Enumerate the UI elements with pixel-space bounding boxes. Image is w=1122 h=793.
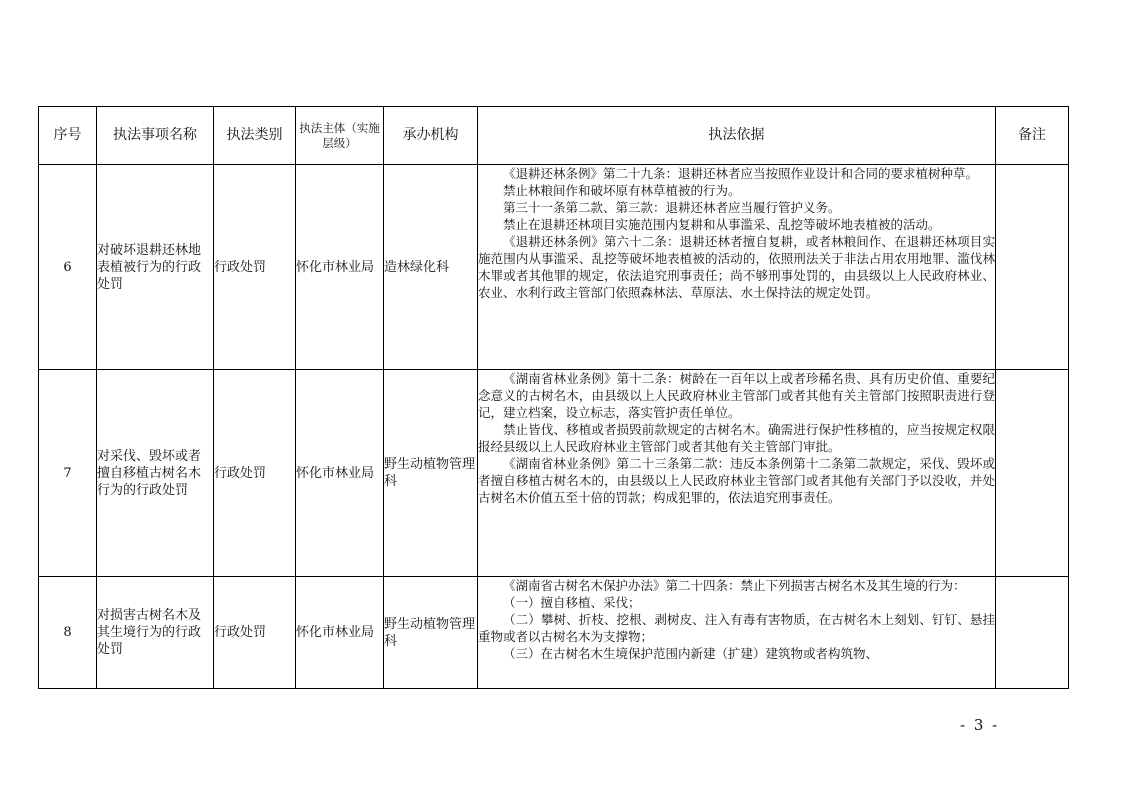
row-remark [996,165,1069,370]
basis-paragraph: 禁止皆伐、移植或者损毁前款规定的古树名木。确需进行保护性移植的，应当按规定权限报经县级以上人民政府林业主管部门或者其他有关主管部门审批。 [478,422,995,454]
row-item-name: 对破坏退耕还林地表植被行为的行政处罚 [97,165,214,370]
row-subject: 怀化市林业局 [296,370,384,577]
header-subject: 执法主体（实施层级） [296,107,384,165]
row-remark [996,577,1069,689]
row-category: 行政处罚 [214,370,296,577]
header-name: 执法事项名称 [97,107,214,165]
header-seq: 序号 [39,107,97,165]
basis-paragraph: 《退耕还林条例》第六十二条：退耕还林者擅自复耕，或者林粮间作、在退耕还林项目实施范围内从事滥采、乱挖等破坏地表植被的活动的，依照刑法关于非法占用农用地罪、滥伐林木罪或者其他罪的规定，依法追究刑事责任；尚不够刑事处罚的，由县级以上人民政府林业、农业、水利行政主管部门依照森林法、草原法、水土保持法的规定处罚。 [478,234,995,300]
row-basis [478,577,996,689]
basis-paragraph: （三）在古树名木生境保护范围内新建（扩建）建筑物或者构筑物、 [503,646,879,661]
header-basis: 执法依据 [478,107,996,165]
row-item-name: 对损害古树名木及其生境行为的行政处罚 [97,577,214,689]
row-category: 行政处罚 [214,165,296,370]
basis-paragraph: 禁止在退耕还林项目实施范围内复耕和从事滥采、乱挖等破坏地表植被的活动。 [503,217,941,232]
header-remark: 备注 [996,107,1069,165]
row-org: 造林绿化科 [384,165,478,370]
table-row [39,370,1069,577]
page-number: - 3 - [960,716,1000,734]
row-basis [478,165,996,370]
row-org: 野生动植物管理科 [384,577,478,689]
basis-paragraph: 《退耕还林条例》第二十九条：退耕还林者应当按照作业设计和合同的要求植树种草。 [503,166,979,181]
basis-paragraph: 禁止林粮间作和破坏原有林草植被的行为。 [503,183,741,198]
enforcement-table [38,106,1069,689]
header-org: 承办机构 [384,107,478,165]
row-org: 野生动植物管理科 [384,370,478,577]
basis-paragraph: （一）擅自移植、采伐； [503,595,641,610]
row-subject: 怀化市林业局 [296,577,384,689]
basis-paragraph: 《湖南省林业条例》第二十三条第二款：违反本条例第十二条第二款规定，采伐、毁坏或者擅自移植古树名木的，由县级以上人民政府林业主管部门或者其他有关部门予以没收，并处古树名木价值五至十倍的罚款；构成犯罪的，依法追究刑事责任。 [478,456,995,505]
row-remark [996,370,1069,577]
table-row [39,577,1069,689]
row-category: 行政处罚 [214,577,296,689]
header-category: 执法类别 [214,107,296,165]
basis-paragraph: 《湖南省林业条例》第十二条：树龄在一百年以上或者珍稀名贵、具有历史价值、重要纪念意义的古树名木，由县级以上人民政府林业主管部门或者其他有关主管部门按照职责进行登记，建立档案，设立标志，落实管护责任单位。 [478,371,995,420]
basis-paragraph: 《湖南省古树名木保护办法》第二十四条：禁止下列损害古树名木及其生境的行为： [503,578,966,593]
header-row [39,107,1069,165]
row-item-name: 对采伐、毁坏或者擅自移植古树名木行为的行政处罚 [97,370,214,577]
basis-paragraph: 第三十一条第二款、第三款：退耕还林者应当履行管护义务。 [503,200,841,215]
row-basis [478,370,996,577]
row-seq: 6 [39,165,97,370]
table-row [39,165,1069,370]
row-seq: 8 [39,577,97,689]
basis-paragraph: （二）攀树、折枝、挖根、剥树皮、注入有毒有害物质，在古树名木上刻划、钉钉、悬挂重物或者以古树名木为支撑物； [478,612,995,644]
row-subject: 怀化市林业局 [296,165,384,370]
row-seq: 7 [39,370,97,577]
